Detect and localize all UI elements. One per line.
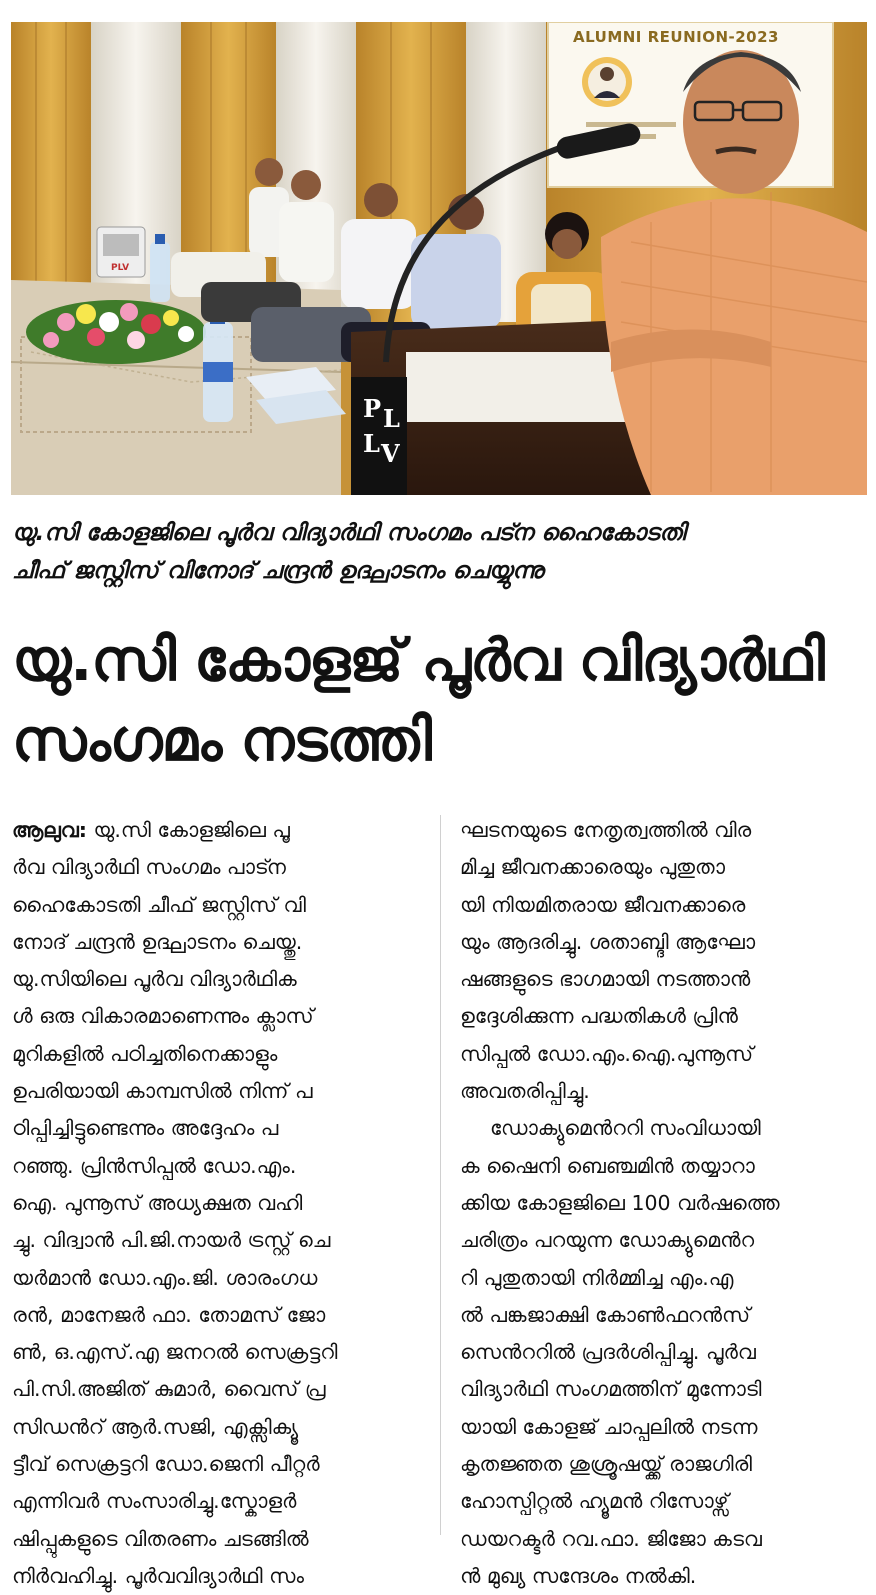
body-line: സെൻററിൽ പ്രദർശിപ്പിച്ചു. പൂർവ [460, 1340, 756, 1365]
column-divider [440, 815, 441, 1535]
dateline: ആലുവ: [12, 818, 87, 842]
body-line: റഞ്ഞു. പ്രിൻസിപ്പൽ ഡോ.എം. [12, 1153, 297, 1178]
caption-line: ചീഫ് ജസ്റ്റിസ് വിനോദ് ചന്ദ്രൻ ഉദ്ഘാടനം ചെയ്യുന്നു [12, 558, 544, 584]
body-line: ഡോക്യുമെൻററി സംവിധായി [490, 1116, 761, 1141]
body-line: റി പുതുതായി നിർമ്മിച്ച എം.എ [460, 1265, 734, 1290]
body-line: ച്ചു. വിദ്വാൻ പി.ജി.നായർ ട്രസ്റ്റ് ചെ [12, 1228, 331, 1253]
podium-letter-l1: L [383, 404, 400, 433]
body-line: ഠിപ്പിച്ചിട്ടുണ്ടെന്നും അദ്ദേഹം പ [12, 1116, 279, 1141]
body-line: ഐ. പുന്നൂസ് അധ്യക്ഷത വഹി [12, 1190, 303, 1215]
news-photo [11, 22, 867, 495]
cooler-label: PLV [111, 263, 130, 273]
body-line: യും ആദരിച്ചു. ശതാബ്ദി ആഘോ [460, 929, 756, 954]
body-line: ഉദ്ദേശിക്കുന്ന പദ്ധതികൾ പ്രിൻ [460, 1004, 738, 1029]
body-line: ൺ, ഒ.എസ്.എ ജനറൽ സെക്രട്ടറി [12, 1340, 338, 1365]
body-line: ഹോസ്പിറ്റൽ ഹ്യൂമൻ റിസോഴ്സ് [460, 1489, 729, 1514]
body-line: ട്ടീവ് സെക്രട്ടറി ഡോ.ജെനി പീറ്റർ [12, 1452, 320, 1477]
headline-line: യു.സി കോളജ് പൂർവ വിദ്യാർഥി [12, 626, 824, 694]
banner-title: ALUMNI REUNION-2023 [573, 28, 779, 46]
body-line: ൻ മുഖ്യ സന്ദേശം നൽകി. [460, 1563, 697, 1588]
body-line: നോദ് ചന്ദ്രൻ ഉദ്ഘാടനം ചെയ്തു. [12, 929, 303, 954]
body-line: ൾ ഒരു വികാരമാണെന്നും ക്ലാസ് [12, 1004, 314, 1029]
body-line: ൽ പങ്കജാക്ഷി കോൺഫറൻസ് [460, 1302, 751, 1327]
podium-letter-v: V [381, 439, 400, 468]
body-line: ഘടനയുടെ നേതൃത്വത്തിൽ വിര [460, 818, 752, 842]
body-line: പി.സി.അജിത് കുമാർ, വൈസ് പ്ര [12, 1377, 326, 1402]
body-line: മുറികളിൽ പഠിച്ചതിനെക്കാളും [12, 1041, 278, 1066]
body-line: സിപ്പൽ ഡോ.എം.ഐ.പുന്നൂസ് [460, 1041, 754, 1066]
body-line: കൃതജ്ഞത ശുശ്രൂഷയ്ക്ക് രാജഗിരി [460, 1452, 752, 1477]
body-line: ഹൈകോടതി ചീഫ് ജസ്റ്റിസ് വി [12, 892, 307, 917]
body-line: ഷങ്ങളുടെ ഭാഗമായി നടത്താൻ [460, 967, 751, 992]
body-line: എന്നിവർ സംസാരിച്ചു.സ്കോളർ [12, 1489, 297, 1514]
body-line [12, 812, 422, 849]
body-line: വിദ്യാർഥി സംഗമത്തിന് മുന്നോടി [460, 1377, 762, 1402]
body-line: യായി കോളജ് ചാപ്പലിൽ നടന്ന [460, 1414, 758, 1439]
article-column-left [12, 812, 422, 1595]
podium-letter-l2: L [363, 429, 380, 458]
body-line: ക്കിയ കോളജിലെ 100 വർഷത്തെ [460, 1190, 780, 1215]
article-column-right [460, 812, 866, 1595]
flower-bouquet [26, 300, 206, 364]
body-line: ഉപരിയായി കാമ്പസിൽ നിന്ന് പ [12, 1079, 313, 1104]
body-line: ഡയറക്ടർ റവ.ഫാ. ജിജോ കടവ [460, 1526, 762, 1551]
photo-caption [12, 514, 864, 590]
body-line: ക ഷൈനി ബെഞ്ചമിൻ തയ്യാറാ [460, 1153, 755, 1178]
body-text: യു.സി കോളജിലെ പൂ [86, 818, 290, 842]
air-cooler [97, 227, 145, 277]
body-line: യു.സിയിലെ പൂർവ വിദ്യാർഥിക [12, 967, 297, 992]
headline-line: സംഗമം നടത്തി [12, 706, 432, 774]
body-line: ചരിത്രം പറയുന്ന ഡോക്യുമെൻറ [460, 1228, 755, 1253]
body-line: ർവ വിദ്യാർഥി സംഗമം പാട്ന [12, 855, 286, 880]
body-line: സിഡൻറ് ആർ.സജി, എക്സിക്യൂ [12, 1414, 299, 1439]
body-line: യർമാൻ ഡോ.എം.ജി. ശാരംഗധ [12, 1265, 318, 1290]
podium-letter-p: P [363, 394, 382, 423]
body-line: മിച്ച ജീവനക്കാരെയും പുതുതാ [460, 855, 725, 880]
body-line: അവതരിപ്പിച്ചു. [460, 1079, 590, 1104]
caption-line: യു.സി കോളജിലെ പൂർവ വിദ്യാർഥി സംഗമം പട്ന ഹൈകോടതി [12, 520, 686, 546]
body-line: യി നിയമിതരായ ജീവനക്കാരെ [460, 892, 746, 917]
article-headline [12, 620, 864, 780]
body-line: രൻ, മാനേജർ ഫാ. തോമസ് ജോ [12, 1302, 326, 1327]
body-line: നിർവഹിച്ചു. പൂർവവിദ്യാർഥി സം [12, 1563, 305, 1588]
body-line: ഷിപ്പുകളുടെ വിതരണം ചടങ്ങിൽ [12, 1526, 309, 1551]
